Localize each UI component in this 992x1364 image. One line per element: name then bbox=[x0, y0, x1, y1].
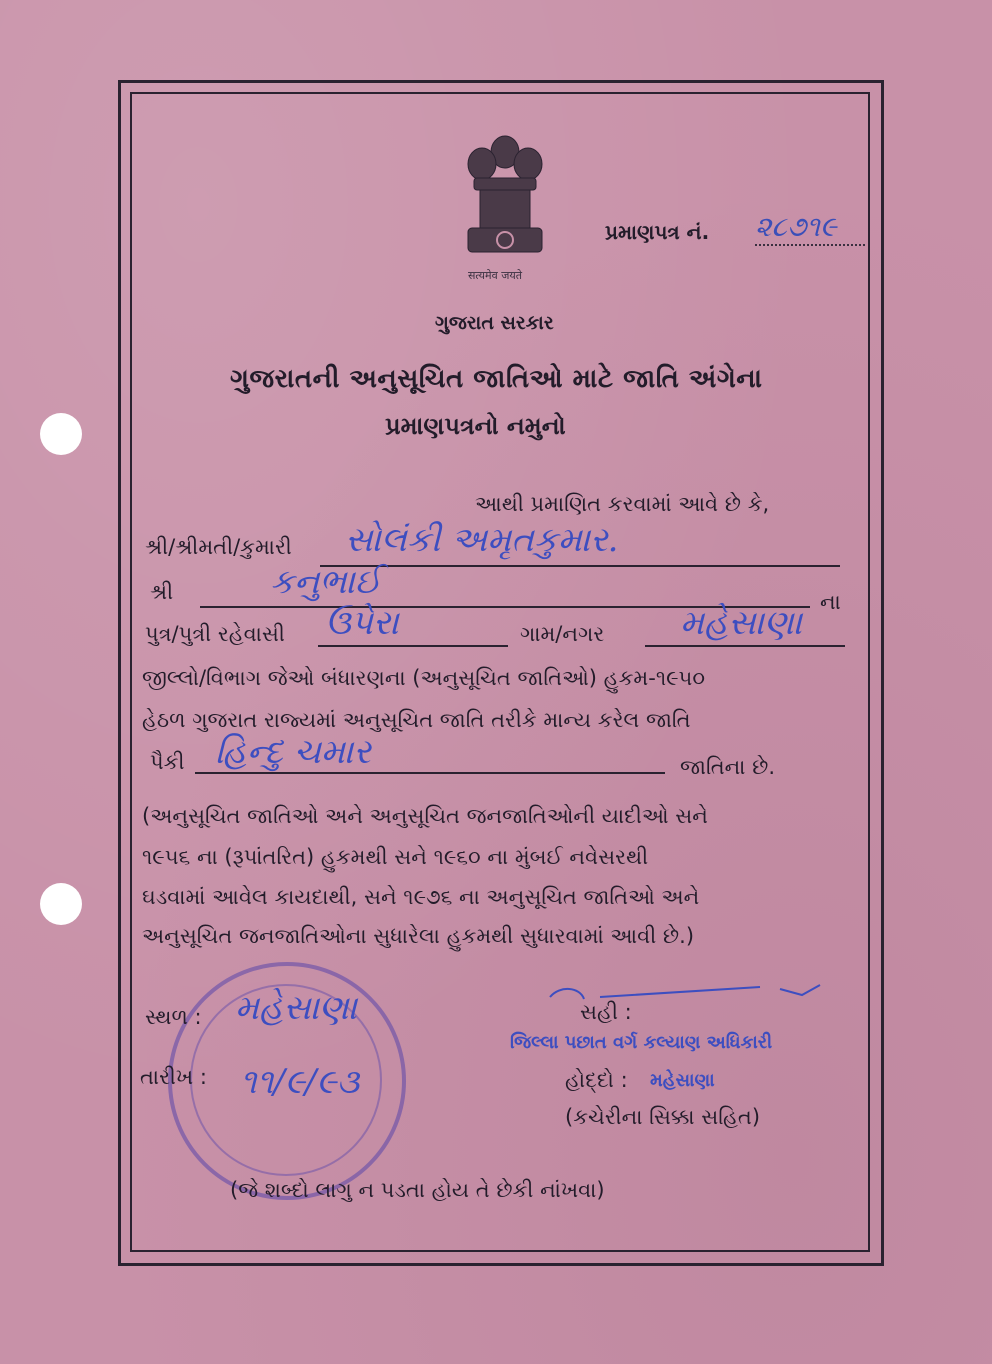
punch-hole-bottom bbox=[40, 883, 82, 925]
strike-note: (જે શબ્દો લાગુ ન પડતા હોય તે છેકી નાંખવા) bbox=[230, 1178, 605, 1202]
note-line-3: ઘડવામાં આવેલ કાયદાથી, સને ૧૯૭૬ ના અનુસૂચિત જાતિઓ અને bbox=[142, 885, 700, 909]
place-label: સ્થળ : bbox=[145, 1005, 202, 1029]
intro-text: આથી પ્રમાણિત કરવામાં આવે છે કે, bbox=[475, 492, 770, 516]
caste-label: પૈકી bbox=[150, 750, 185, 774]
ashoka-emblem-icon bbox=[460, 130, 550, 265]
note-line-2: ૧૯૫૬ ના (રૂપાંતરિત) હુકમથી સને ૧૯૬૦ ના મુંબઈ નવેસરથી bbox=[142, 845, 649, 869]
caste-underline bbox=[195, 772, 665, 774]
date-label: તારીખ : bbox=[140, 1065, 207, 1089]
officer-stamp: જિલ્લા પછાત વર્ગ કલ્યાણ અધિકારી bbox=[510, 1032, 773, 1053]
village-underline bbox=[645, 645, 845, 647]
emblem-motto: सत्यमेव जयते bbox=[468, 269, 523, 282]
father-value: કનુભાઈ bbox=[270, 562, 382, 602]
resident-underline bbox=[318, 645, 508, 647]
date-value: ૧૧/૯/૯૩ bbox=[240, 1062, 360, 1102]
designation-stamp: મહેસાણા bbox=[650, 1070, 715, 1091]
name-label: શ્રી/શ્રીમતી/કુમારી bbox=[145, 535, 292, 559]
seal-note: (કચેરીના સિક્કા સહિત) bbox=[565, 1105, 761, 1129]
punch-hole-top bbox=[40, 413, 82, 455]
resident-label: પુત્ર/પુત્રી રહેવાસી bbox=[145, 622, 285, 646]
certificate-number-label: પ્રમાણપત્ર નં. bbox=[605, 220, 710, 244]
father-suffix: ના bbox=[820, 590, 841, 614]
name-underline bbox=[320, 565, 840, 567]
district-line: જીલ્લો/વિભાગ જેઓ બંધારણના (અનુસૂચિત જાતિઓ) હુકમ-૧૯૫૦ bbox=[142, 666, 705, 690]
designation-label: હોદ્દો : bbox=[565, 1068, 628, 1092]
certificate-title-line1: ગુજરાતની અનુસૂચિત જાતિઓ માટે જાતિ અંગેના bbox=[230, 364, 763, 394]
village-value: મહેસાણા bbox=[680, 603, 803, 643]
place-value: મહેસાણા bbox=[235, 988, 358, 1028]
village-label: ગામ/નગર bbox=[520, 622, 605, 646]
certificate-number-value: ૨૮૭૧૯ bbox=[755, 210, 865, 246]
resident-value: ઉપેરા bbox=[325, 603, 399, 643]
note-line-1: (અનુસૂચિત જાતિઓ અને અનુસૂચિત જનજાતિઓની યાદીઓ સને bbox=[142, 804, 708, 828]
government-heading: ગુજરાત સરકાર bbox=[435, 312, 554, 334]
state-line: હેઠળ ગુજરાત રાજ્યમાં અનુસૂચિત જાતિ તરીકે માન્ય કરેલ જાતિ bbox=[142, 708, 691, 732]
signature-label: સહી : bbox=[580, 1000, 632, 1024]
signature-mark bbox=[540, 975, 840, 1025]
caste-suffix: જાતિના છે. bbox=[680, 755, 775, 779]
caste-value: હિન્દુ ચમાર bbox=[215, 732, 371, 772]
father-label: શ્રી bbox=[150, 580, 174, 604]
name-value: સોલંકી અમૃતકુમાર. bbox=[345, 520, 619, 560]
note-line-4: અનુસૂચિત જનજાતિઓના સુધારેલા હુકમથી સુધારવામાં આવી છે.) bbox=[142, 924, 695, 948]
certificate-title-line2: પ્રમાણપત્રનો નમુનો bbox=[385, 412, 566, 440]
